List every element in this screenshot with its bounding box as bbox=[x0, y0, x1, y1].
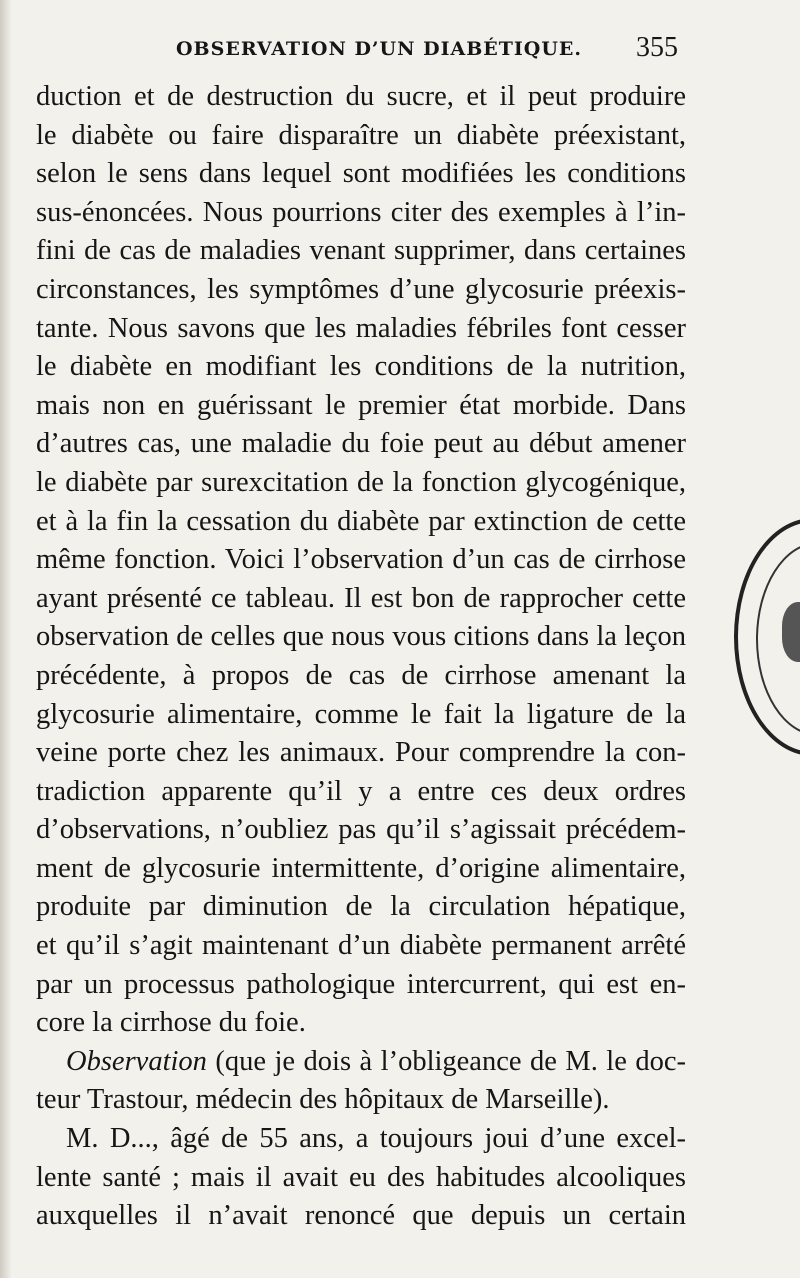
text-line: d’observations, n’oubliez pas qu’il s’agissait précédem- bbox=[36, 814, 686, 846]
observation-heading-line bbox=[36, 1043, 686, 1082]
text-line: par un processus pathologique intercurrent, qui est en- bbox=[36, 968, 686, 1000]
body-text bbox=[36, 78, 686, 1236]
text-line: glycosurie alimentaire, comme le fait la ligature de la bbox=[36, 698, 686, 730]
text-line: le diabète en modifiant les conditions de la nutrition, bbox=[36, 351, 686, 383]
observation-label: Observation bbox=[66, 1045, 207, 1077]
text-line: observation de celles que nous vous citions dans la leçon bbox=[36, 621, 686, 653]
text-line: d’autres cas, une maladie du foie peut au début amener bbox=[36, 428, 686, 460]
text-line: tante. Nous savons que les maladies fébriles font cesser bbox=[36, 312, 686, 344]
text-line: circonstances, les symptômes d’une glycosurie préexis- bbox=[36, 273, 686, 305]
text-line: précédente, à propos de cas de cirrhose amenant la bbox=[36, 659, 686, 691]
text-line: le diabète par surexcitation de la fonction glycogénique, bbox=[36, 466, 686, 498]
page-number: 355 bbox=[636, 32, 678, 63]
text-line: selon le sens dans lequel sont modifiées les conditions bbox=[36, 158, 686, 190]
text-line: lente santé ; mais il avait eu des habitudes alcooliques bbox=[36, 1161, 686, 1193]
text-line: sus-énoncées. Nous pourrions citer des exemples à l’in- bbox=[36, 196, 686, 228]
text-line: même fonction. Voici l’observation d’un cas de cirrhose bbox=[36, 544, 686, 576]
library-stamp bbox=[734, 518, 800, 756]
stamp-portrait-icon bbox=[782, 602, 800, 662]
text-line: ment de glycosurie intermittente, d’origine alimentaire, bbox=[36, 852, 686, 884]
text-line: fini de cas de maladies venant supprimer, dans certaines bbox=[36, 235, 686, 267]
observation-source: (que je dois à l’obligeance de M. le doc- bbox=[206, 1045, 686, 1077]
text-line: M. D..., âgé de 55 ans, a toujours joui d’une excel- bbox=[66, 1123, 686, 1155]
text-line: ayant présenté ce tableau. Il est bon de rapprocher cette bbox=[36, 582, 686, 614]
text-line: teur Trastour, médecin des hôpitaux de Marseille). bbox=[36, 1084, 610, 1116]
text-line: et à la fin la cessation du diabète par extinction de cette bbox=[36, 505, 686, 537]
text-line: le diabète ou faire disparaître un diabète préexistant, bbox=[36, 119, 686, 151]
text-line: mais non en guérissant le premier état morbide. Dans bbox=[36, 389, 686, 421]
text-line: et qu’il s’agit maintenant d’un diabète permanent arrêté bbox=[36, 930, 686, 962]
text-line: produite par diminution de la circulation hépatique, bbox=[36, 891, 686, 923]
text-line: veine porte chez les animaux. Pour comprendre la con- bbox=[36, 737, 686, 769]
page-header bbox=[36, 32, 686, 66]
text-line: core la cirrhose du foie. bbox=[36, 1007, 306, 1039]
page-edge-shadow bbox=[0, 0, 12, 1278]
text-line: tradiction apparente qu’il y a entre ces deux ordres bbox=[36, 775, 686, 807]
running-title: OBSERVATION D’UN DIABÉTIQUE. bbox=[176, 38, 582, 60]
text-line: auxquelles il n’avait renoncé que depuis un certain bbox=[36, 1200, 686, 1232]
text-line: duction et de destruction du sucre, et il peut produire bbox=[36, 81, 686, 112]
